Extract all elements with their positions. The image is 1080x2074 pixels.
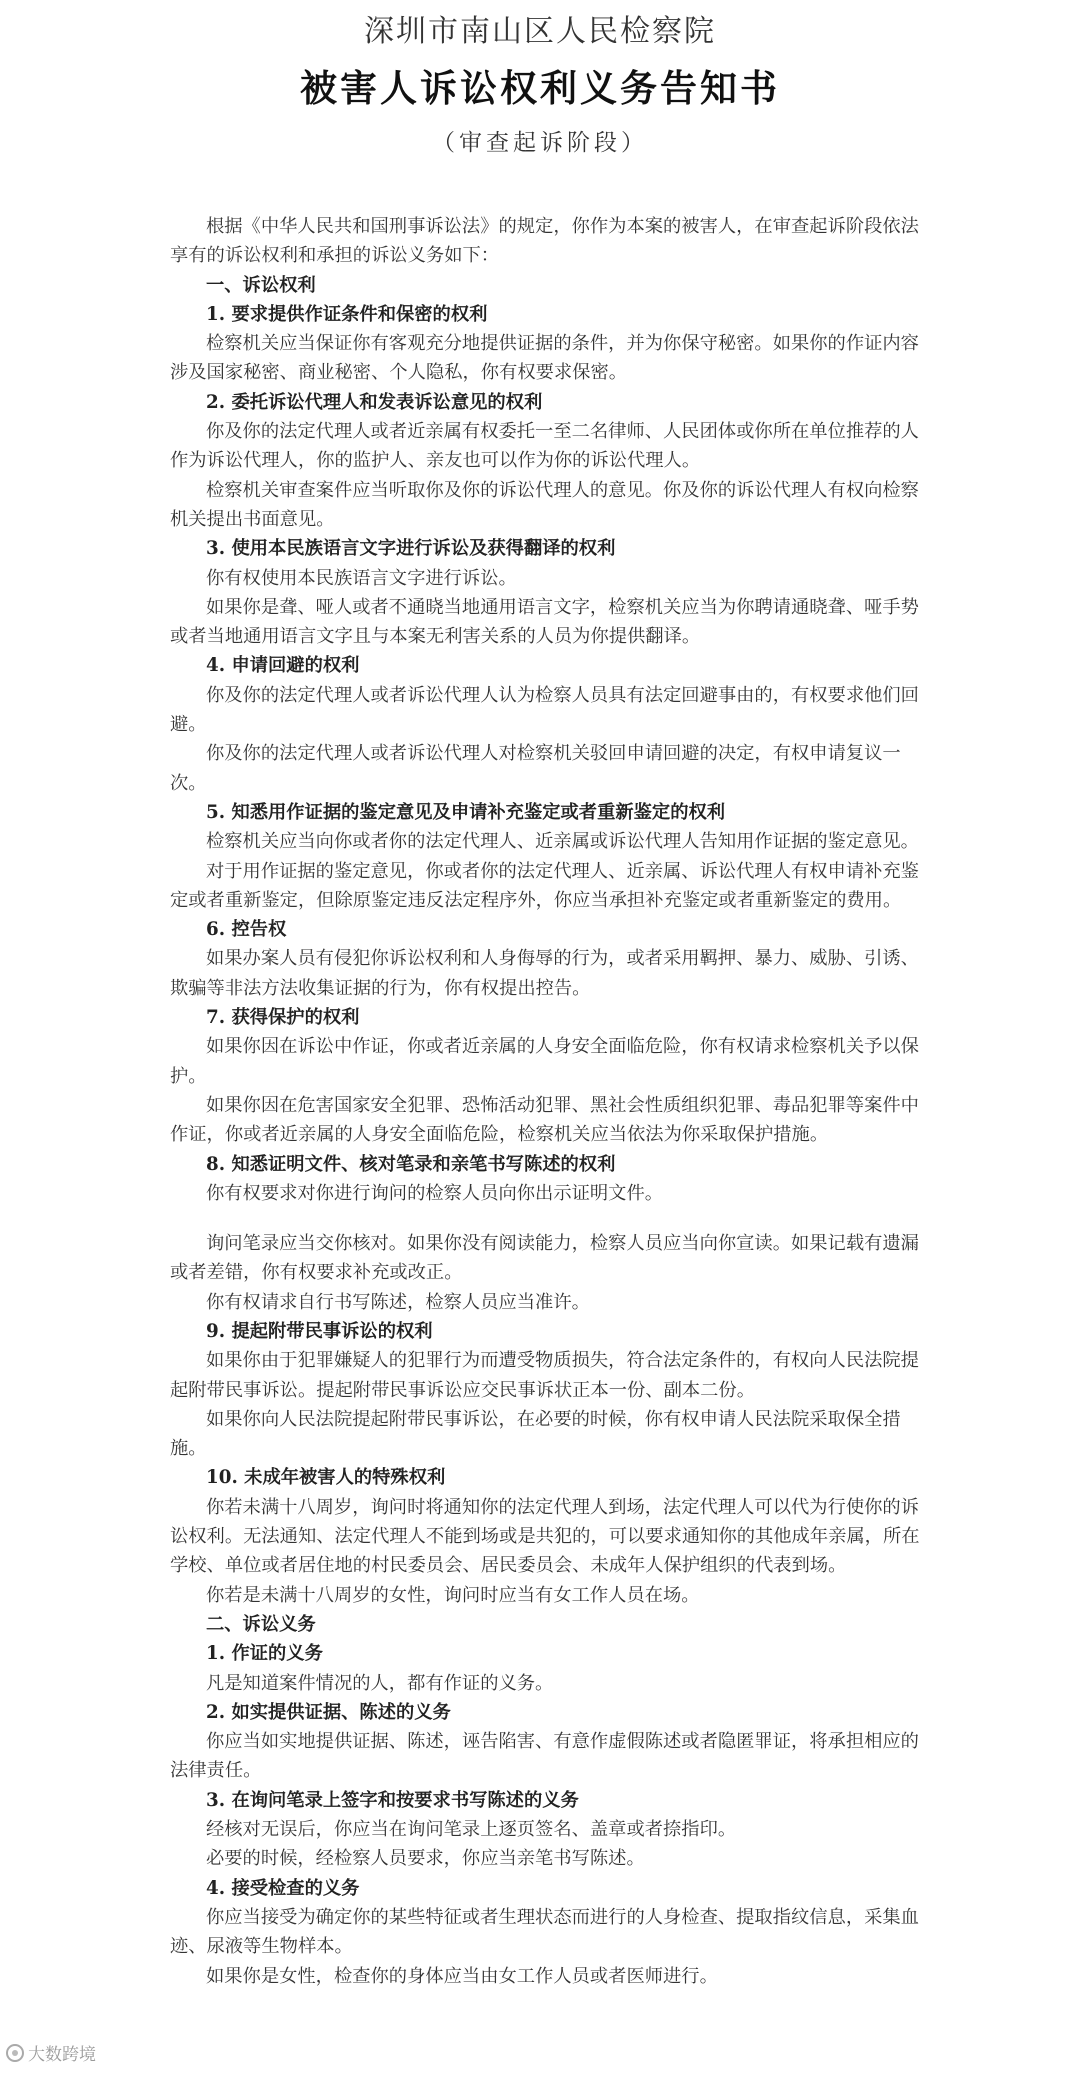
paragraph-gap — [170, 1208, 920, 1229]
item-paragraph: 询问笔录应当交你核对。如果你没有阅读能力，检察人员应当向你宣读。如果记载有遗漏或者差错，你有权要求补充或改正。 — [170, 1233, 919, 1284]
document-body — [170, 212, 920, 1991]
item-title: 1. 要求提供作证条件和保密的权利 — [206, 303, 488, 325]
watermark-logo-icon — [6, 2044, 24, 2062]
item-paragraph: 你及你的法定代理人或者近亲属有权委托一至二名律师、人民团体或你所在单位推荐的人作为诉讼代理人，你的监护人、亲友也可以作为你的诉讼代理人。 — [170, 421, 919, 472]
item-paragraph: 经核对无误后，你应当在询问笔录上逐页签名、盖章或者捺指印。 — [206, 1819, 737, 1841]
item-paragraph: 你若未满十八周岁，询问时将通知你的法定代理人到场，法定代理人可以代为行使你的诉讼权利。无法通知、法定代理人不能到场或是共犯的，可以要求通知你的其他成年亲属，所在学校、单位或者居住地的村民委员会、居民委员会、未成年人保护组织的代表到场。 — [170, 1496, 920, 1577]
item-paragraph: 你有权使用本民族语言文字进行诉讼。 — [206, 567, 517, 589]
item-paragraph: 你应当接受为确定你的某些特征或者生理状态而进行的人身检查、提取指纹信息，采集血迹、尿液等生物样本。 — [170, 1906, 919, 1958]
item-title: 4. 申请回避的权利 — [206, 655, 360, 677]
watermark-text: 大数跨境 — [28, 2045, 96, 2065]
item-title: 10. 未成年被害人的特殊权利 — [206, 1467, 446, 1489]
section-heading-rights: 一、诉讼权利 — [206, 274, 316, 296]
item-paragraph: 你若是未满十八周岁的女性，询问时应当有女工作人员在场。 — [206, 1584, 700, 1606]
duties-list — [170, 1639, 920, 1991]
intro-paragraph: 根据《中华人民共和国刑事诉讼法》的规定，你作为本案的被害人，在审查起诉阶段依法享有的诉讼权利和承担的诉讼义务如下： — [170, 216, 919, 267]
item-paragraph: 如果你因在诉讼中作证，你或者近亲属的人身安全面临危险，你有权请求检察机关予以保护。 — [170, 1036, 919, 1087]
item-title: 3. 使用本民族语言文字进行诉讼及获得翻译的权利 — [206, 538, 616, 560]
item-title: 5. 知悉用作证据的鉴定意见及申请补充鉴定或者重新鉴定的权利 — [206, 801, 726, 823]
item-paragraph: 如果你是女性，检查你的身体应当由女工作人员或者医师进行。 — [206, 1965, 718, 1987]
item-paragraph: 你及你的法定代理人或者诉讼代理人对检察机关驳回申请回避的决定，有权申请复议一次。 — [170, 743, 901, 794]
item-paragraph: 如果你由于犯罪嫌疑人的犯罪行为而遭受物质损失，符合法定条件的，有权向人民法院提起附带民事诉讼。提起附带民事诉讼应交民事诉状正本一份、副本二份。 — [170, 1350, 919, 1401]
item-title: 9. 提起附带民事诉讼的权利 — [206, 1320, 433, 1342]
item-paragraph: 你应当如实地提供证据、陈述，诬告陷害、有意作虚假陈述或者隐匿罪证，将承担相应的法律责任。 — [170, 1731, 919, 1782]
rights-list — [170, 300, 920, 1610]
item-paragraph: 如果你因在危害国家安全犯罪、恐怖活动犯罪、黑社会性质组织犯罪、毒品犯罪等案件中作证，你或者近亲属的人身安全面临危险，检察机关应当依法为你采取保护措施。 — [170, 1094, 919, 1146]
section-heading-duties: 二、诉讼义务 — [206, 1613, 316, 1635]
item-paragraph: 检察机关审查案件应当听取你及你的诉讼代理人的意见。你及你的诉讼代理人有权向检察机关提出书面意见。 — [170, 479, 919, 530]
procuratorate-name: 深圳市南山区人民检察院 — [364, 14, 716, 49]
item-title: 6. 控告权 — [206, 919, 287, 941]
item-paragraph: 你及你的法定代理人或者诉讼代理人认为检察人员具有法定回避事由的，有权要求他们回避。 — [170, 684, 919, 736]
document-title: 被害人诉讼权利义务告知书 — [300, 67, 780, 110]
item-paragraph: 检察机关应当向你或者你的法定代理人、近亲属或诉讼代理人告知用作证据的鉴定意见。 — [206, 831, 919, 853]
item-paragraph: 凡是知道案件情况的人，都有作证的义务。 — [206, 1672, 554, 1694]
item-paragraph: 你有权要求对你进行询问的检察人员向你出示证明文件。 — [206, 1182, 664, 1204]
item-paragraph: 如果你是聋、哑人或者不通晓当地通用语言文字，检察机关应当为你聘请通晓聋、哑手势或者当地通用语言文字且与本案无利害关系的人员为你提供翻译。 — [170, 596, 919, 648]
item-paragraph: 检察机关应当保证你有客观充分地提供证据的条件，并为你保守秘密。如果你的作证内容涉及国家秘密、商业秘密、个人隐私，你有权要求保密。 — [170, 333, 919, 384]
document-stage: （审查起诉阶段） — [432, 130, 648, 156]
item-title: 4. 接受检查的义务 — [206, 1877, 360, 1899]
watermark — [6, 2040, 96, 2065]
item-title: 2. 委托诉讼代理人和发表诉讼意见的权利 — [206, 391, 543, 413]
item-title: 8. 知悉证明文件、核对笔录和亲笔书写陈述的权利 — [206, 1153, 616, 1175]
item-paragraph: 必要的时候，经检察人员要求，你应当亲笔书写陈述。 — [206, 1848, 645, 1870]
item-title: 1. 作证的义务 — [206, 1643, 323, 1665]
item-paragraph: 对于用作证据的鉴定意见，你或者你的法定代理人、近亲属、诉讼代理人有权申请补充鉴定或者重新鉴定，但除原鉴定违反法定程序外，你应当承担补充鉴定或者重新鉴定的费用。 — [170, 860, 919, 911]
item-title: 2. 如实提供证据、陈述的义务 — [206, 1701, 451, 1723]
item-title: 3. 在询问笔录上签字和按要求书写陈述的义务 — [206, 1789, 579, 1811]
item-paragraph: 如果办案人员有侵犯你诉讼权利和人身侮辱的行为，或者采用羁押、暴力、威胁、引诱、欺骗等非法方法收集证据的行为，你有权提出控告。 — [170, 948, 919, 999]
item-title: 7. 获得保护的权利 — [206, 1007, 360, 1029]
item-paragraph: 你有权请求自行书写陈述，检察人员应当准许。 — [206, 1291, 590, 1313]
item-paragraph: 如果你向人民法院提起附带民事诉讼，在必要的时候，你有权申请人民法院采取保全措施。 — [170, 1408, 901, 1460]
